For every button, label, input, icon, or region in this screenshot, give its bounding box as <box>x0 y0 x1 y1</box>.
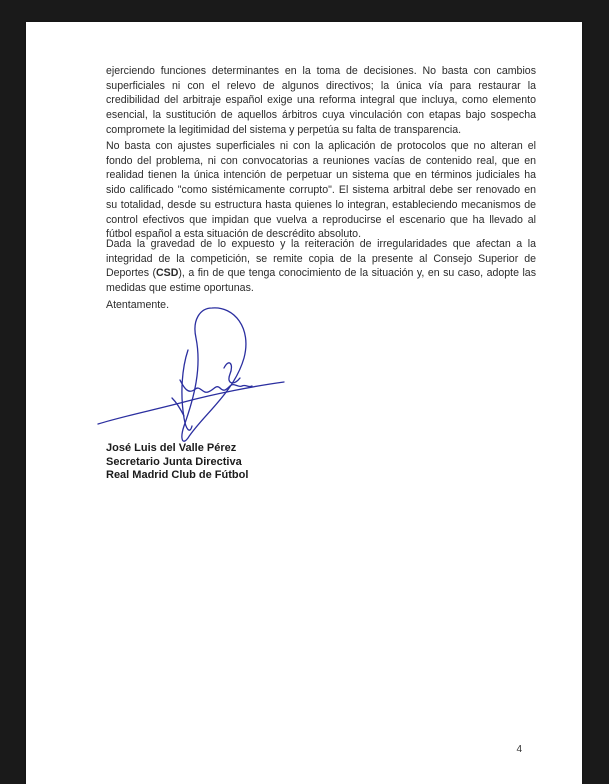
signatory-name: José Luis del Valle Pérez <box>106 442 237 454</box>
body-paragraph-3 <box>106 237 536 296</box>
paragraph-3-text-start: Dada la gravedad de lo expuesto y la reiteración de irregularidades que afectan a la integridad de la competición, se remite copia de la presente al Consejo Superior de Deportes ( <box>106 238 536 280</box>
csd-abbreviation: CSD <box>156 267 179 280</box>
body-paragraph-2: No basta con ajustes superficiales ni con la aplicación de protocolos que no alteran el fondo del problema, ni con convocatorias a reuniones vacías de contenido real, que en realidad tienen la única intención de perpetuar un sistema que en términos judiciales ha sido calificado "como sistémicamente corrupto". El sistema arbitral debe ser renovado en su totalidad, desde su estructura hasta quienes lo integran, estableciendo mecanismos de control efectivos que impidan que vuelva a reproducirse el escenario que ha llevado al fútbol español a esta situación de descrédito absoluto. <box>106 140 536 241</box>
page-number: 4 <box>516 744 522 755</box>
letter-page <box>26 22 582 784</box>
signatory-position: Secretario Junta Directiva <box>106 455 242 468</box>
handwritten-signature <box>84 298 324 448</box>
paragraph-3-text-end: ), a fin de que tenga conocimiento de la situación y, en su caso, adopte las medidas que estime oportunas. <box>106 267 536 295</box>
signature-name-stroke <box>180 380 252 392</box>
body-paragraph-1: ejerciendo funciones determinantes en la toma de decisiones. No basta con cambios superficiales ni con el relevo de algunos directivos; la única vía para restaurar la credibilidad del arbitraje español exige una reforma integral que incluya, como elemento esencial, la sustitución de aquellos árbitros cuya vinculación con etapas bajo sospecha compromete la legitimidad del sistema y perpetúa su falta de transparencia. <box>106 65 536 136</box>
signatory-organization: Real Madrid Club de Fútbol <box>106 469 249 482</box>
signatory-block <box>106 442 248 483</box>
signature-loop-stroke <box>182 308 246 441</box>
closing-salutation: Atentamente. <box>106 299 170 311</box>
